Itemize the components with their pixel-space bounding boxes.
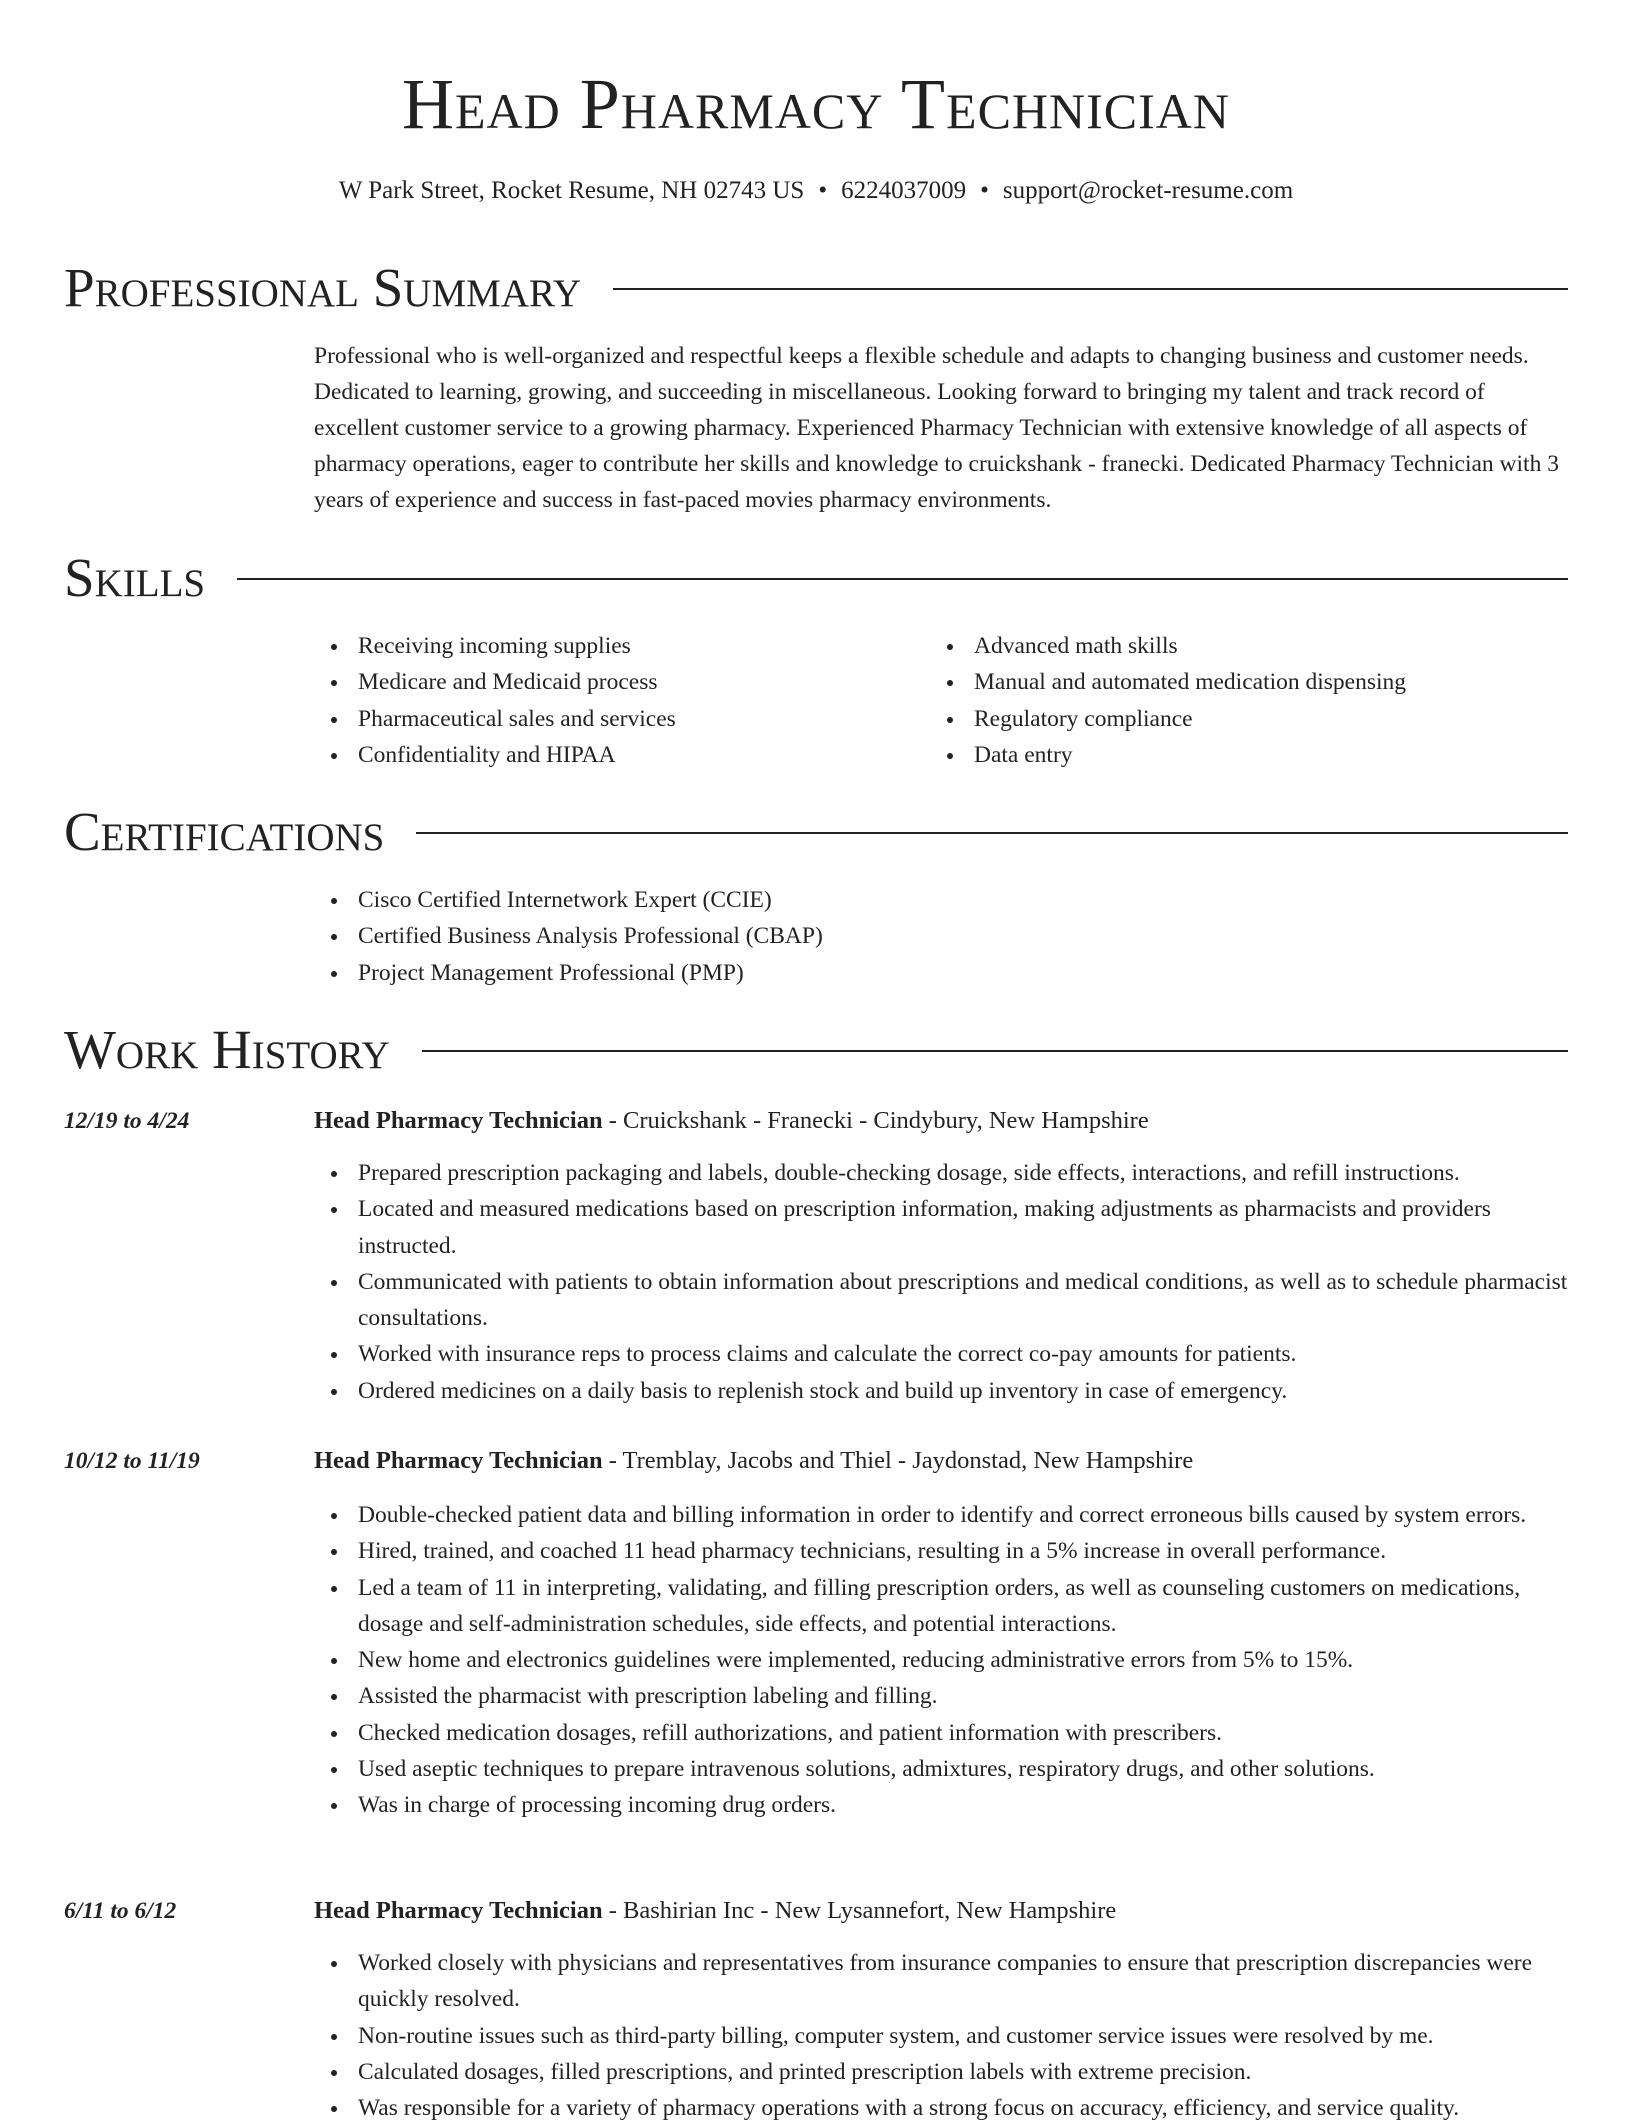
skill-item: Advanced math skills	[930, 628, 1568, 664]
job-bullets	[314, 1945, 1568, 2126]
job-bullet: Was responsible for a variety of pharmacy operations with a strong focus on accuracy, efficiency, and service quality.	[314, 2090, 1568, 2126]
job-bullet: Hired, trained, and coached 11 head pharmacy technicians, resulting in a 5% increase in overall performance.	[314, 1533, 1568, 1569]
job-employer: - Tremblay, Jacobs and Thiel - Jaydonstad, New Hampshire	[602, 1447, 1194, 1474]
job-bullet: New home and electronics guidelines were implemented, reducing administrative errors from 5% to 15%.	[314, 1642, 1568, 1678]
job-title: Head Pharmacy Technician	[314, 1897, 603, 1924]
job-bullets	[314, 1155, 1568, 1409]
job-bullet: Assisted the pharmacist with prescription labeling and filling.	[314, 1678, 1568, 1714]
certifications-list	[314, 882, 1568, 991]
section-header-summary	[64, 256, 1568, 320]
section-title-work-history: Work History	[64, 1019, 390, 1080]
section-divider	[237, 578, 1568, 580]
skills-list-left	[314, 628, 914, 773]
summary-text: Professional who is well-organized and respectful keeps a flexible schedule and adapts to changing business and customer needs. Dedicated to learning, growing, and succeeding in miscellaneous. Looking forward to bringing my talent and track record of excellent customer service to a growing pharmacy. Experienced Pharmacy Technician with extensive knowledge of all aspects of pharmacy operations, eager to contribute her skills and knowledge to cruickshank - franecki. Dedicated Pharmacy Technician with 3 years of experience and success in fast-paced movies pharmacy environments.	[314, 343, 1559, 513]
section-divider	[422, 1050, 1568, 1052]
skill-item: Medicare and Medicaid process	[314, 664, 914, 700]
contact-phone: 6224037009	[841, 177, 967, 204]
certification-item: Certified Business Analysis Professional (CBAP)	[314, 918, 1568, 954]
job-employer: - Cruickshank - Franecki - Cindybury, New Hampshire	[602, 1107, 1149, 1134]
job-employer: - Bashirian Inc - New Lysannefort, New Hampshire	[602, 1897, 1117, 1924]
contact-separator: •	[818, 177, 828, 204]
job-bullet: Worked closely with physicians and representatives from insurance companies to ensure that prescription discrepancies were quickly resolved.	[314, 1945, 1568, 2018]
section-header-skills	[64, 546, 1568, 610]
section-header-certifications	[64, 800, 1568, 864]
section-divider	[416, 832, 1568, 834]
skill-item: Manual and automated medication dispensing	[930, 664, 1568, 700]
job-bullet: Checked medication dosages, refill authorizations, and patient information with prescribers.	[314, 1715, 1568, 1751]
section-title-skills: Skills	[64, 547, 206, 608]
skill-item: Confidentiality and HIPAA	[314, 737, 914, 773]
job-bullet: Worked with insurance reps to process claims and calculate the correct co-pay amounts for patients.	[314, 1336, 1568, 1372]
section-title-summary: Professional Summary	[64, 257, 582, 318]
skill-item: Receiving incoming supplies	[314, 628, 914, 664]
contact-email: support@rocket-resume.com	[1002, 177, 1294, 204]
job-dates: 10/12 to 11/19	[64, 1448, 200, 1474]
job-heading	[314, 1893, 1568, 1929]
job-bullet: Non-routine issues such as third-party billing, computer system, and customer service issues were resolved by me.	[314, 2018, 1568, 2054]
job-bullet: Communicated with patients to obtain information about prescriptions and medical conditions, as well as to schedule pharmacist consultations.	[314, 1264, 1568, 1337]
job-bullet: Used aseptic techniques to prepare intravenous solutions, admixtures, respiratory drugs, and other solutions.	[314, 1751, 1568, 1787]
job-bullet: Located and measured medications based on prescription information, making adjustments as pharmacists and providers instructed.	[314, 1191, 1568, 1264]
contact-separator: •	[980, 177, 989, 204]
contact-address: W Park Street, Rocket Resume, NH 02743 US	[338, 177, 805, 204]
skill-item: Regulatory compliance	[930, 701, 1568, 737]
job-bullet: Double-checked patient data and billing information in order to identify and correct erroneous bills caused by system errors.	[314, 1497, 1568, 1533]
job-heading	[314, 1443, 1568, 1479]
section-title-certifications: Certifications	[64, 801, 385, 862]
job-dates: 12/19 to 4/24	[64, 1108, 190, 1134]
job-title: Head Pharmacy Technician	[314, 1447, 603, 1474]
section-header-work-history	[64, 1018, 1568, 1082]
job-title: Head Pharmacy Technician	[314, 1107, 603, 1134]
job-bullet: Prepared prescription packaging and labels, double-checking dosage, side effects, interactions, and refill instructions.	[314, 1155, 1568, 1191]
job-bullet: Ordered medicines on a daily basis to replenish stock and build up inventory in case of emergency.	[314, 1373, 1568, 1409]
contact-line	[0, 174, 1632, 208]
job-bullet: Calculated dosages, filled prescriptions, and printed prescription labels with extreme precision.	[314, 2054, 1568, 2090]
candidate-name: Head Pharmacy Technician	[401, 64, 1231, 144]
job-dates: 6/11 to 6/12	[64, 1898, 177, 1924]
skill-item: Pharmaceutical sales and services	[314, 701, 914, 737]
job-bullet: Was in charge of processing incoming drug orders.	[314, 1787, 1568, 1823]
job-heading	[314, 1103, 1568, 1139]
job-bullets	[314, 1497, 1568, 1824]
certification-item: Project Management Professional (PMP)	[314, 955, 1568, 991]
job-bullet: Led a team of 11 in interpreting, validating, and filling prescription orders, as well as counseling customers on medications, dosage and self-administration schedules, side effects, and potential interactions.	[314, 1570, 1568, 1643]
certification-item: Cisco Certified Internetwork Expert (CCIE)	[314, 882, 1568, 918]
skills-list-right	[930, 628, 1568, 773]
skill-item: Data entry	[930, 737, 1568, 773]
section-divider	[613, 288, 1568, 290]
